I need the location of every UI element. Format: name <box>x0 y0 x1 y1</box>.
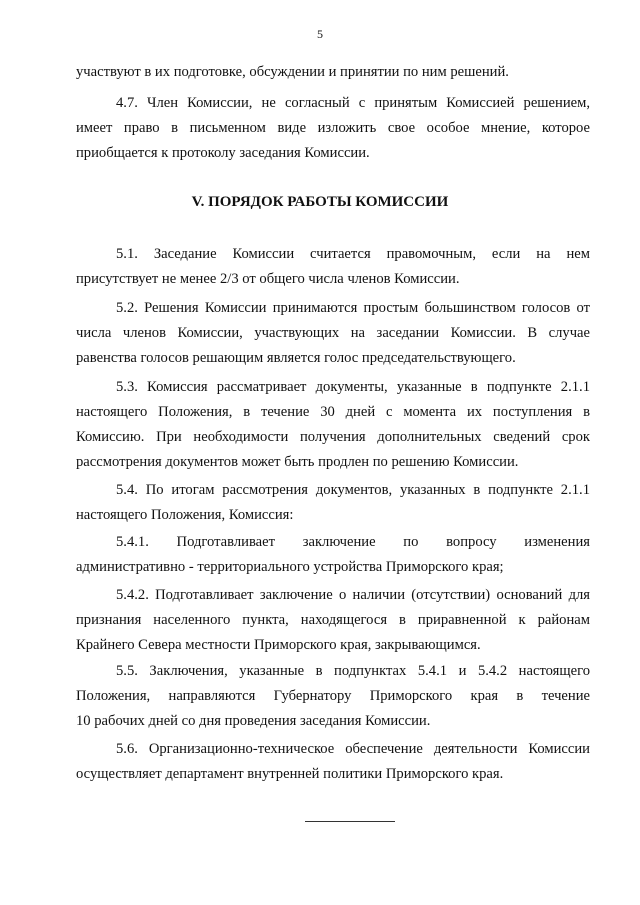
text-line: Положения, направляются Губернатору Приморского края в течение <box>76 688 590 704</box>
text-line: 4.7. Член Комиссии, не согласный с принятым Комиссией решением, <box>116 95 590 111</box>
text-line: 5.6. Организационно-техническое обеспечение деятельности Комиссии <box>116 741 590 757</box>
text-line: 5.1. Заседание Комиссии считается правомочным, если на нем <box>116 246 590 262</box>
text-line: рассмотрения документов может быть продлен по решению Комиссии. <box>76 454 519 470</box>
text-line: Комиссию. При необходимости получения дополнительных сведений срок <box>76 429 590 445</box>
text-line: 5.3. Комиссия рассматривает документы, указанные в подпункте 2.1.1 <box>116 379 590 395</box>
text-line: 10 рабочих дней со дня проведения заседания Комиссии. <box>76 713 431 729</box>
text-line: 5.2. Решения Комиссии принимаются простым большинством голосов от <box>116 300 590 316</box>
text-line: признания населенного пункта, находящегося в приравненной к районам <box>76 612 590 628</box>
text-line: равенства голосов решающим является голос председательствующего. <box>76 350 516 366</box>
end-rule <box>305 821 395 822</box>
text-line: 5.4.1. Подготавливает заключение по вопросу изменения <box>116 534 590 550</box>
text-line: 5.4. По итогам рассмотрения документов, указанных в подпункте 2.1.1 <box>116 482 590 498</box>
text-line: участвуют в их подготовке, обсуждении и принятии по ним решений. <box>76 64 509 80</box>
section-heading: V. ПОРЯДОК РАБОТЫ КОМИССИИ <box>191 194 449 210</box>
text-line: административно - территориального устройства Приморского края; <box>76 559 504 575</box>
text-line: 5.4.2. Подготавливает заключение о наличии (отсутствии) оснований для <box>116 587 590 603</box>
text-line: осуществляет департамент внутренней политики Приморского края. <box>76 766 504 782</box>
text-line: присутствует не менее 2/3 от общего числа членов Комиссии. <box>76 271 460 287</box>
text-line: числа членов Комиссии, участвующих на заседании Комиссии. В случае <box>76 325 590 341</box>
text-line: настоящего Положения, в течение 30 дней с момента их поступления в <box>76 404 590 420</box>
text-line: имеет право в письменном виде изложить свое особое мнение, которое <box>76 120 590 136</box>
text-line: приобщается к протоколу заседания Комиссии. <box>76 145 370 161</box>
text-line: настоящего Положения, Комиссия: <box>76 507 294 523</box>
text-line: Крайнего Севера местности Приморского края, закрывающимся. <box>76 637 481 653</box>
text-line: 5.5. Заключения, указанные в подпунктах 5.4.1 и 5.4.2 настоящего <box>116 663 590 679</box>
page-number: 5 <box>317 27 323 41</box>
